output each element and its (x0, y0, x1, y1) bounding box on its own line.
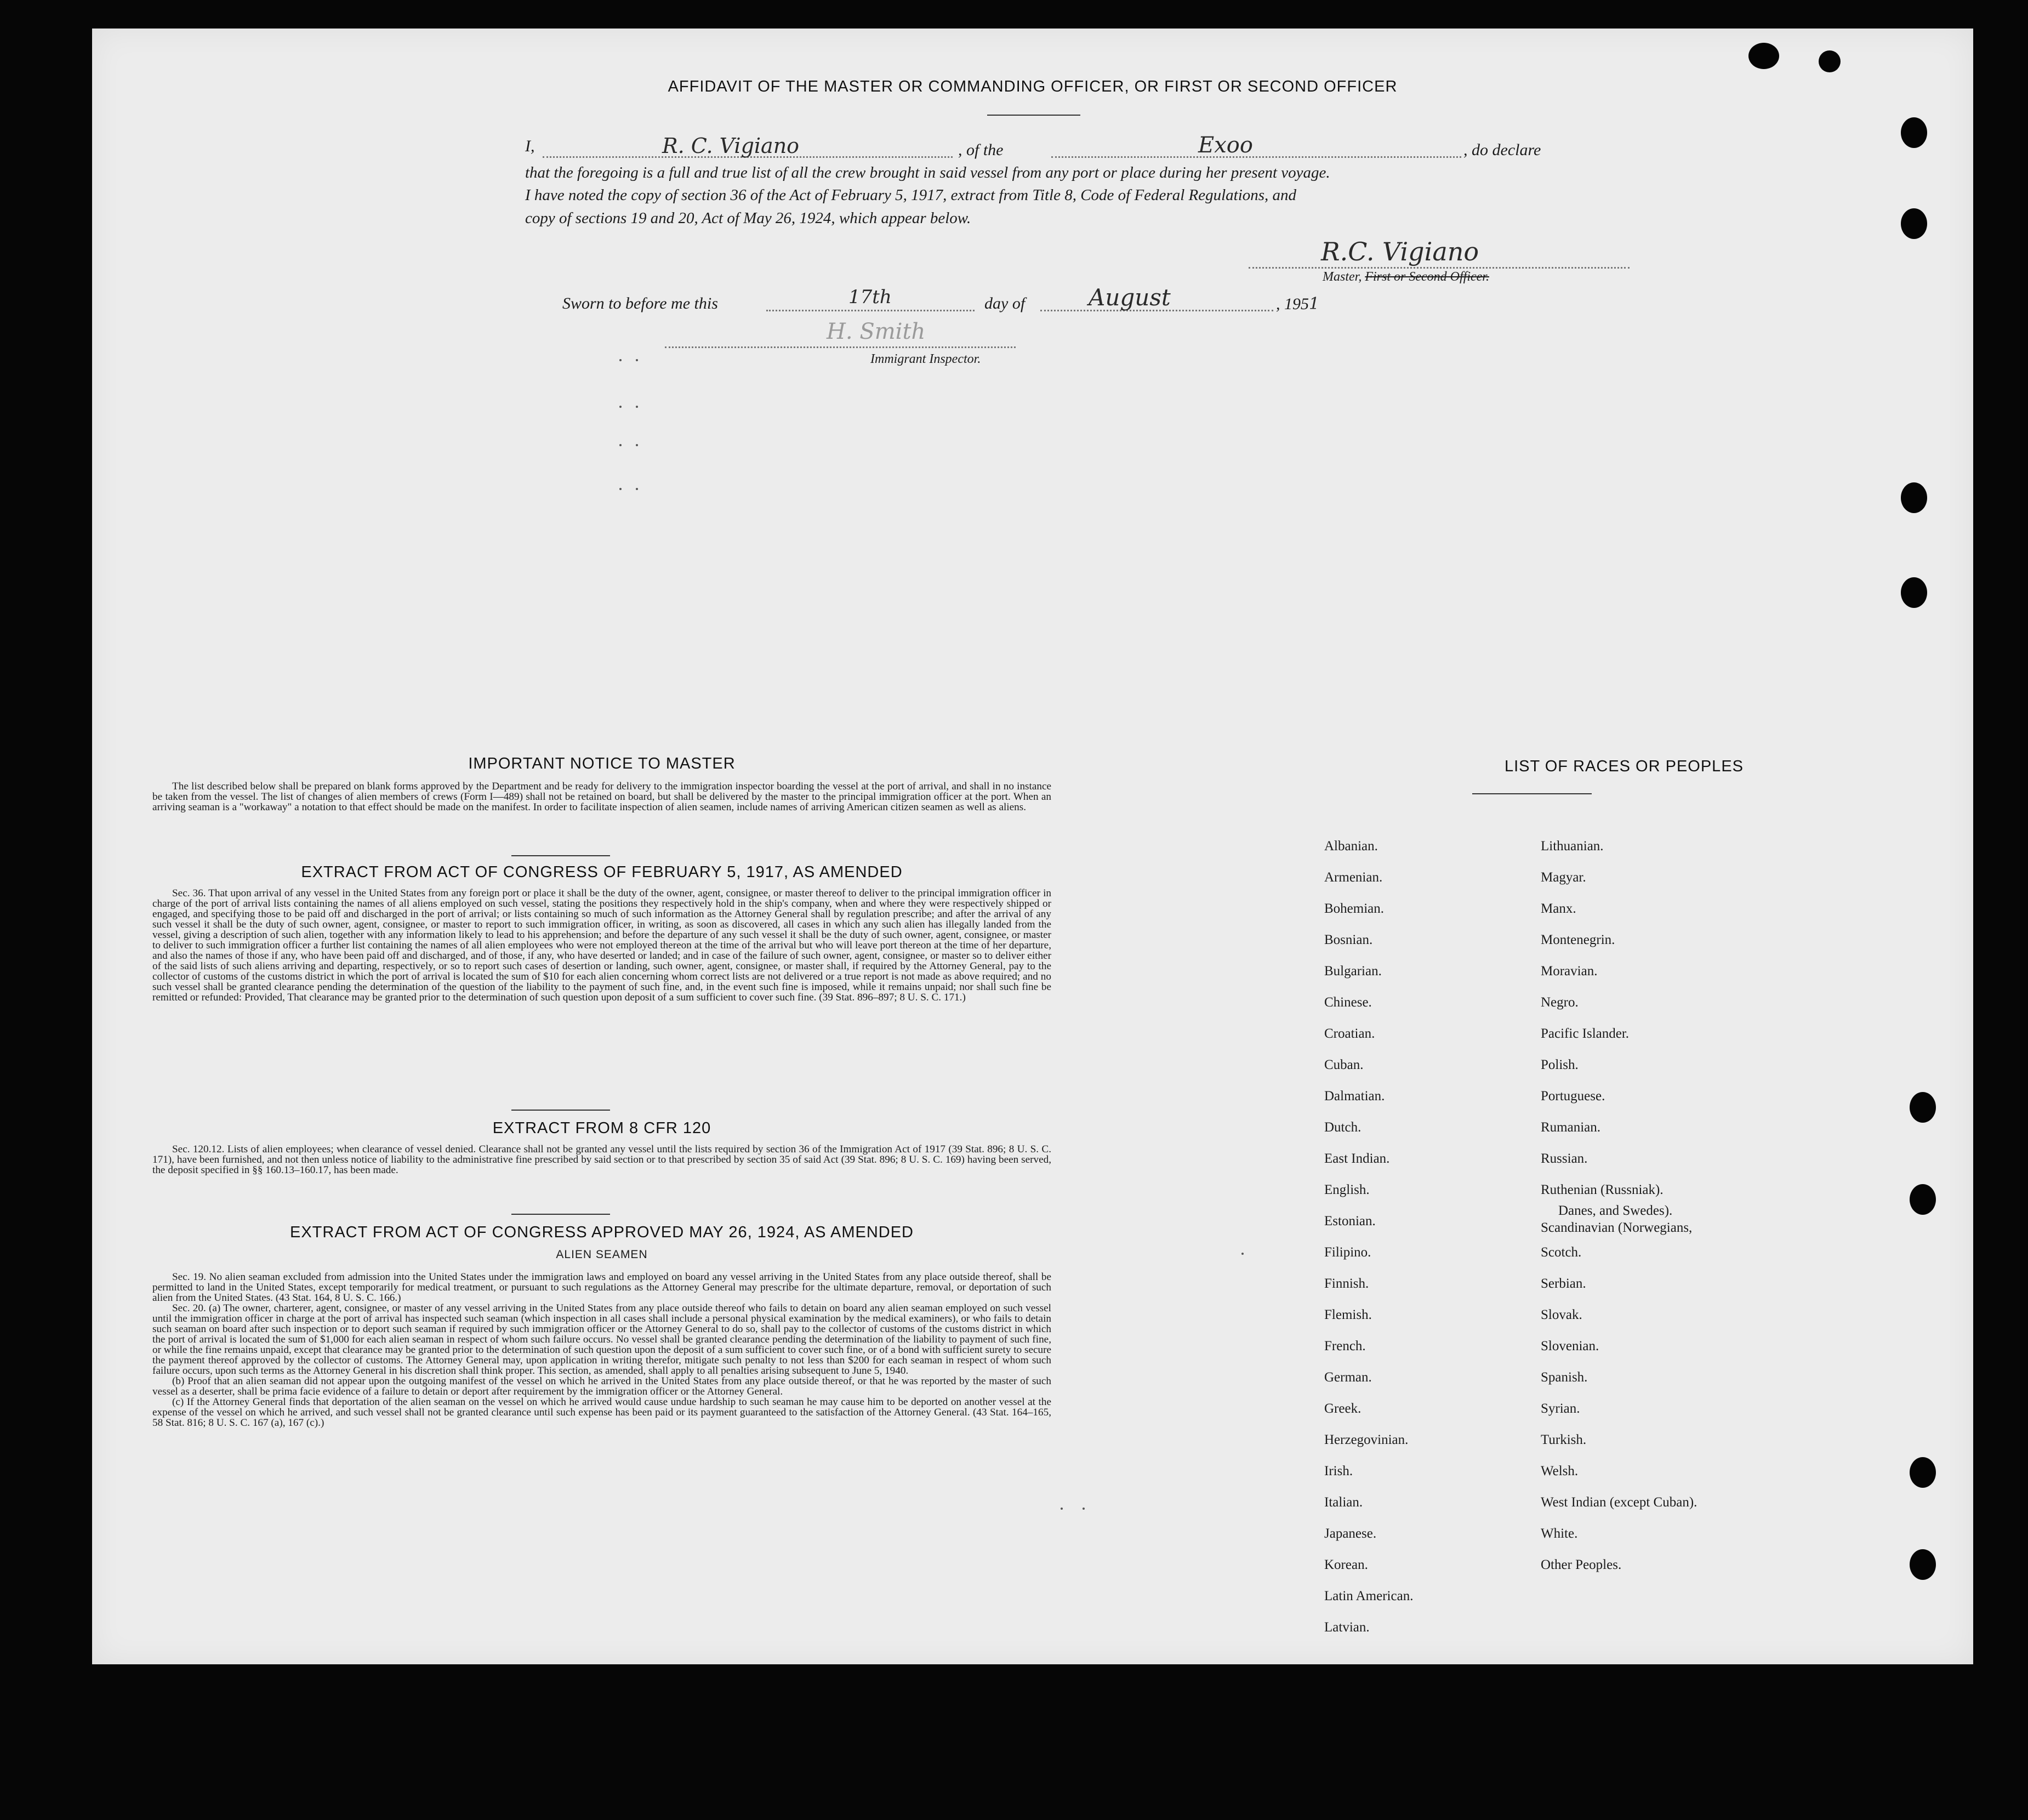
declaration-line-3: I have noted the copy of section 36 of the Act of February 5, 1917, extract from Title 8, Code of Federal Regulations, and (525, 186, 1297, 204)
sec-19-text: Sec. 19. No alien seaman excluded from admission into the United States under the immigration laws and employed on board any vessel arriving in the United States from any place outside thereof, shall be permitted to land in the United States, except temporarily for medical treatment, or pursuant to such regulations as the Attorney General may prescribe for the ultimate departure, removal, or deportation of such alien from the United States. (43 Stat. 164, 8 U. S. C. 166.) (152, 1271, 1051, 1304)
race-item: Ruthenian (Russniak). (1541, 1182, 1664, 1197)
sec-20a-text: Sec. 20. (a) The owner, charterer, agent, consignee, or master of any vessel arriving in the United States from any place outside thereof who fails to detain on board any alien seaman employed on such vessel until the immigration officer in charge at the port of arrival has inspected such seaman (which inspection in all cases shall include a personal physical examination by the medical examiners), or who fails to detain such seaman on board after such inspection or to deport such seaman if required by such immigration officer or the Attorney General to do so, shall pay to the collector of customs of the customs district in which the port of arrival is located the sum of $1,000 for each alien seaman in respect of whom such failure occurs. No vessel shall be granted clearance pending the determination of the liability to payment of such fine, or while the fine remains unpaid, except that clearance may be granted prior to the determination of such question upon the deposit of a sum sufficient to cover such fine, or of a bond with sufficient surety to secure the payment thereof approved by the collector of customs. The Attorney General may, upon application in writing therefor, mitigate such penalty to not less than $200 for each seaman in respect of whom such failure occurs, upon such terms as the Attorney General in his discretion shall think proper. This section, as amended, shall apply to all penalties arising subsequent to June 5, 1940. (152, 1303, 1051, 1377)
race-item: Moravian. (1541, 964, 1598, 979)
race-item: Bosnian. (1324, 932, 1373, 947)
speck (619, 359, 622, 361)
race-item: Bohemian. (1324, 901, 1385, 916)
document-page (92, 29, 1973, 1664)
race-item: Albanian. (1324, 839, 1378, 854)
race-item: Filipino. (1324, 1245, 1371, 1260)
extract-1924-title: EXTRACT FROM ACT OF CONGRESS APPROVED MAY 26, 1924, AS AMENDED (290, 1224, 914, 1241)
i-label: I, (525, 137, 535, 155)
race-item: Bulgarian. (1324, 964, 1382, 979)
extract-1917-text: Sec. 36. That upon arrival of any vessel in the United States from any foreign port or place it shall be the duty of the owner, agent, consignee, or master thereof to deliver to the principal immigration officer in charge of the port of arrival lists containing the names of all aliens employed on such vessel, stating the positions they respectively hold in the ship's company, when and where they were respectively shipped or engaged, and specifying those to be paid off and discharged in the port of arrival; or lists containing so much of such information as the Attorney General shall by regulation prescribe; and after the arrival of any such vessel it shall be the duty of such owner, agent, consignee, or master to report to such immigration officer, in writing, as soon as discovered, all cases in which any such alien has illegally landed from the vessel, giving a description of such alien, together with any information likely to lead to his apprehension; and before the departure of any such vessel it shall be the duty of such owner, agent, consignee, or master to deliver to such immigration officer a further list containing the names of all alien employees who were not employed thereon at the time of the arrival but who will leave port thereon at the time of her departure, and also the names of those if any, who have been paid off and discharged, and of those, if any, who have deserted or landed; and in case of the failure of such owner, agent, consignee, or master so to deliver either of the said lists of such aliens arriving and departing, respectively, or so to report such cases of desertion or landing, such owner, agent, consignee, or master shall, if required by the Attorney General, pay to the collector of customs of the customs district in which the port of arrival is located the sum of $10 for each alien concerning whom correct lists are not delivered or a true report is not made as above required; and no such vessel shall be granted clearance pending the determination of the question of the liability to the payment of such fine, and, in the event such fine is imposed, while it remains unpaid; nor shall such fine be remitted or refunded: Provided, That clearance may be granted prior to the determination of such question upon deposit of a sum sufficient to cover such fine. (39 Stat. 896–897; 8 U. S. C. 171.) (152, 888, 1051, 1003)
punch-hole (1910, 1549, 1936, 1580)
race-item: Flemish. (1324, 1307, 1372, 1322)
inspector-signature-line (665, 346, 1016, 348)
notice-text: The list described below shall be prepared on blank forms approved by the Department and be ready for delivery to the immigration inspector boarding the vessel at the port of arrival, and shall in no instance be taken from the vessel. The list of changes of alien members of crews (Form I—489) shall not be retained on board, but shall be delivered by the master to the principal immigration officer at the port. When an arriving seaman is a "workaway" a notation to that effect should be made on the manifest. In order to facilitate inspection of alien seamen, include names of arriving American citizen seamen as well as aliens. (152, 781, 1051, 813)
extract-cfr-title: EXTRACT FROM 8 CFR 120 (492, 1119, 711, 1137)
year-suffix: 1 (1309, 294, 1320, 314)
race-item: Latvian. (1324, 1620, 1370, 1635)
master-name: R. C. Vigiano (662, 134, 800, 158)
officer-title (1323, 270, 1489, 285)
punch-hole (1910, 1457, 1936, 1488)
sworn-day-line (766, 310, 975, 311)
race-item: Finnish. (1324, 1276, 1369, 1291)
punch-hole (1901, 117, 1927, 148)
race-item: Dalmatian. (1324, 1089, 1385, 1104)
race-item: Scandinavian (Norwegians, (1541, 1220, 1693, 1235)
race-item: Danes, and Swedes). (1558, 1203, 1673, 1218)
speck (636, 488, 638, 490)
speck (619, 444, 622, 446)
year-prefix: , 195 (1276, 295, 1309, 313)
master-label: Master, (1323, 270, 1362, 284)
race-item: East Indian. (1324, 1151, 1390, 1166)
master-signature: R.C. Vigiano (1321, 237, 1479, 266)
speck (636, 406, 638, 408)
race-item: Syrian. (1541, 1401, 1580, 1416)
do-declare-label: , do declare (1463, 141, 1541, 159)
extract-1917-body (152, 888, 1051, 1003)
declaration-line-2: that the foregoing is a full and true list of all the crew brought in said vessel from any port or place during her present voyage. (525, 164, 1330, 181)
race-item: Cuban. (1324, 1057, 1364, 1072)
race-item: Montenegrin. (1541, 932, 1615, 947)
speck (636, 444, 638, 446)
punch-hole (1901, 208, 1927, 239)
race-item: Armenian. (1324, 870, 1383, 885)
notice-title: IMPORTANT NOTICE TO MASTER (468, 755, 736, 772)
speck (636, 359, 638, 361)
race-item: English. (1324, 1182, 1370, 1197)
notice-divider (511, 855, 610, 856)
race-item: Japanese. (1324, 1526, 1377, 1541)
sworn-day: 17th (848, 286, 892, 308)
race-item: French. (1324, 1339, 1366, 1353)
of-the-label: , of the (958, 141, 1004, 159)
race-item: Negro. (1541, 995, 1579, 1010)
race-item: Scotch. (1541, 1245, 1582, 1260)
race-item: Serbian. (1541, 1276, 1586, 1291)
race-item: Manx. (1541, 901, 1576, 916)
race-item: Slovak. (1541, 1307, 1582, 1322)
declaration-line-4: copy of sections 19 and 20, Act of May 26, 1924, which appear below. (525, 209, 971, 227)
extract-cfr-text: Sec. 120.12. Lists of alien employees; when clearance of vessel denied. Clearance shall not be granted any vessel until the lists required by section 36 of the Immigration Act of 1917 (39 Stat. 896; 8 U. S. C. 171), have been furnished, and not then unless notice of liability to the administrative fine prescribed by said section or to that prescribed by section 35 of said Act (39 Stat. 896; 8 U. S. C. 169) having been served, the deposit specified in §§ 160.13–160.17, has been made. (152, 1144, 1051, 1176)
race-item: Croatian. (1324, 1026, 1375, 1041)
race-item: Korean. (1324, 1557, 1368, 1572)
race-item: Polish. (1541, 1057, 1579, 1072)
vessel-name: Exoo (1198, 133, 1253, 158)
race-item: Dutch. (1324, 1120, 1362, 1135)
struck-officer-label: First or Second Officer. (1365, 270, 1489, 284)
race-item: Welsh. (1541, 1464, 1579, 1478)
corner-mark (1748, 43, 1779, 69)
races-title-underline (1472, 793, 1592, 794)
race-item: Chinese. (1324, 995, 1372, 1010)
extract-cfr-body (152, 1144, 1051, 1175)
speck (1061, 1508, 1063, 1510)
corner-mark (1819, 50, 1841, 72)
speck (619, 406, 622, 408)
race-item: Latin American. (1324, 1589, 1414, 1603)
race-item: Estonian. (1324, 1214, 1376, 1228)
speck (1083, 1508, 1085, 1510)
speck (619, 488, 622, 490)
extract-cfr-divider (511, 1214, 610, 1215)
sworn-year (1276, 294, 1319, 314)
alien-seamen-subtitle: ALIEN SEAMEN (556, 1248, 648, 1261)
title-underline (987, 115, 1080, 116)
race-item: Lithuanian. (1541, 839, 1604, 854)
sworn-month: August (1089, 284, 1171, 311)
punch-hole (1901, 482, 1927, 513)
race-item: White. (1541, 1526, 1578, 1541)
race-item: Russian. (1541, 1151, 1588, 1166)
extract-1917-divider (511, 1110, 610, 1111)
extract-1917-title: EXTRACT FROM ACT OF CONGRESS OF FEBRUARY 5, 1917, AS AMENDED (301, 863, 903, 881)
punch-hole (1910, 1092, 1936, 1123)
signature-line (1249, 267, 1630, 269)
punch-hole (1910, 1184, 1936, 1215)
day-of-label: day of (984, 294, 1026, 312)
sworn-label: Sworn to before me this (562, 294, 718, 312)
affidavit-title: AFFIDAVIT OF THE MASTER OR COMMANDING OFFICER, OR FIRST OR SECOND OFFICER (668, 78, 1398, 95)
sec-20c-text: (c) If the Attorney General finds that deportation of the alien seaman on the vessel on which he arrived would cause undue hardship to such seaman he may cause him to be deported on another vessel at the expense of the vessel on which he arrived, and such vessel shall not be granted clearance until such expense has been paid or its payment guaranteed to the satisfaction of the Attorney General. (43 Stat. 164–165, 58 Stat. 816; 8 U. S. C. 167 (a), 167 (c).) (152, 1396, 1051, 1429)
race-item: Herzegovinian. (1324, 1432, 1409, 1447)
race-item: German. (1324, 1370, 1372, 1385)
extract-1924-body (152, 1272, 1051, 1428)
race-item: Turkish. (1541, 1432, 1587, 1447)
race-item: Irish. (1324, 1464, 1353, 1478)
race-item: Slovenian. (1541, 1339, 1599, 1353)
race-item: Other Peoples. (1541, 1557, 1622, 1572)
punch-hole (1901, 577, 1927, 608)
race-item: Portuguese. (1541, 1089, 1605, 1104)
race-item: West Indian (except Cuban). (1541, 1495, 1697, 1510)
inspector-label: Immigrant Inspector. (870, 352, 981, 366)
race-item: Rumanian. (1541, 1120, 1601, 1135)
race-item: Pacific Islander. (1541, 1026, 1630, 1041)
sec-20b-text: (b) Proof that an alien seaman did not appear upon the outgoing manifest of the vessel on which he arrived in the United States from any place outside thereof, or that he was reported by the master of such vessel as a deserter, shall be prima facie evidence of a failure to detain or deport after requirement by the immigration officer or the Attorney General. (152, 1375, 1051, 1397)
race-item: Magyar. (1541, 870, 1586, 885)
vessel-name-line (1051, 156, 1461, 158)
race-item: Italian. (1324, 1495, 1363, 1510)
races-title: LIST OF RACES OR PEOPLES (1504, 758, 1744, 775)
race-item: Spanish. (1541, 1370, 1588, 1385)
speck (1241, 1253, 1244, 1255)
notice-body (152, 781, 1051, 812)
inspector-signature: H. Smith (827, 319, 926, 344)
race-item: Greek. (1324, 1401, 1362, 1416)
